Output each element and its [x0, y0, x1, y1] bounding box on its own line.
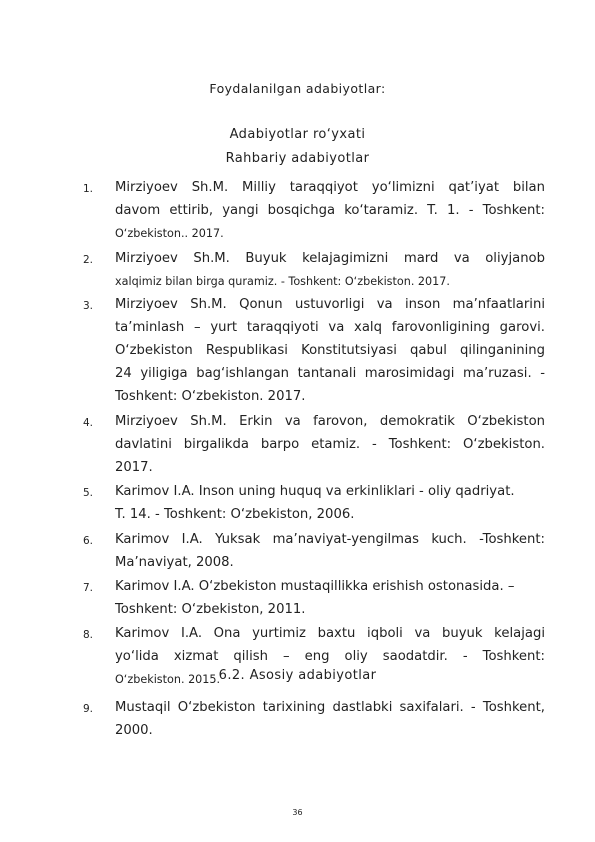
reference-line: 2017.	[115, 460, 153, 475]
reference-line: 2000.	[115, 723, 153, 738]
reference-line: O‘zbekiston.. 2017.	[115, 227, 224, 240]
reference-line: yo‘lida xizmat qilish – eng oliy saodatdir. - Toshkent:	[115, 649, 545, 664]
reference-line: Mirziyoev Sh.M. Qonun ustuvorligi va inson ma’nfaatlarini	[115, 297, 545, 312]
section-heading-main: 6.2. Asosiy adabiyotlar	[218, 668, 377, 683]
reference-line: Karimov I.A. Inson uning huquq va erkinliklari - oliy qadriyat.	[115, 484, 515, 499]
list-title: Adabiyotlar ro‘yxati	[229, 127, 366, 142]
reference-line: Karimov I.A. O‘zbekiston mustaqillikka erishish ostonasida. –	[115, 579, 515, 594]
reference-line: Mirziyoev Sh.M. Milliy taraqqiyot yo‘limizni qat’iyat bilan	[115, 180, 545, 195]
item-number: 1.	[83, 183, 94, 195]
reference-line: davom ettirib, yangi bosqichga ko‘taramiz. T. 1. - Toshkent:	[115, 203, 545, 218]
page-number: 36	[292, 808, 303, 817]
item-number: 3.	[83, 300, 94, 312]
reference-line: Karimov I.A. Yuksak ma’naviyat-yengilmas kuch. -Toshkent:	[115, 532, 545, 547]
reference-line: Mirziyoev Sh.M. Erkin va farovon, demokratik O‘zbekiston	[115, 414, 545, 429]
reference-line: Toshkent: O‘zbekiston. 2017.	[115, 389, 306, 404]
references-heading: Foydalanilgan adabiyotlar:	[209, 81, 386, 96]
reference-line: O‘zbekiston Respublikasi Konstitutsiyasi qabul qilinganining	[115, 343, 545, 358]
item-number: 2.	[83, 254, 94, 266]
item-number: 4.	[83, 417, 94, 429]
section-heading-guiding: Rahbariy adabiyotlar	[225, 151, 370, 166]
reference-line: Mustaqil O‘zbekiston tarixining dastlabki saxifalari. - Toshkent,	[115, 700, 545, 715]
item-number: 5.	[83, 487, 94, 499]
item-number: 9.	[83, 703, 94, 715]
reference-line: Toshkent: O‘zbekiston, 2011.	[115, 602, 306, 617]
reference-line: Karimov I.A. Ona yurtimiz baxtu iqboli va buyuk kelajagi	[115, 626, 545, 641]
reference-line: ta’minlash – yurt taraqqiyoti va xalq farovonligining garovi.	[115, 320, 545, 335]
reference-line: Mirziyoev Sh.M. Buyuk kelajagimizni mard va oliyjanob	[115, 251, 545, 266]
reference-line: xalqimiz bilan birga quramiz. - Toshkent: O‘zbekiston. 2017.	[115, 275, 450, 288]
reference-line: O‘zbekiston. 2015.	[115, 673, 221, 686]
item-number: 8.	[83, 629, 94, 641]
reference-line: 24 yiligiga bag‘ishlangan tantanali marosimidagi ma’ruzasi. -	[115, 366, 545, 381]
reference-line: T. 14. - Toshkent: O‘zbekiston, 2006.	[115, 507, 355, 522]
item-number: 6.	[83, 535, 94, 547]
item-number: 7.	[83, 582, 94, 594]
reference-line: Ma’naviyat, 2008.	[115, 555, 234, 570]
reference-line: davlatini birgalikda barpo etamiz. - Toshkent: O‘zbekiston.	[115, 437, 545, 452]
